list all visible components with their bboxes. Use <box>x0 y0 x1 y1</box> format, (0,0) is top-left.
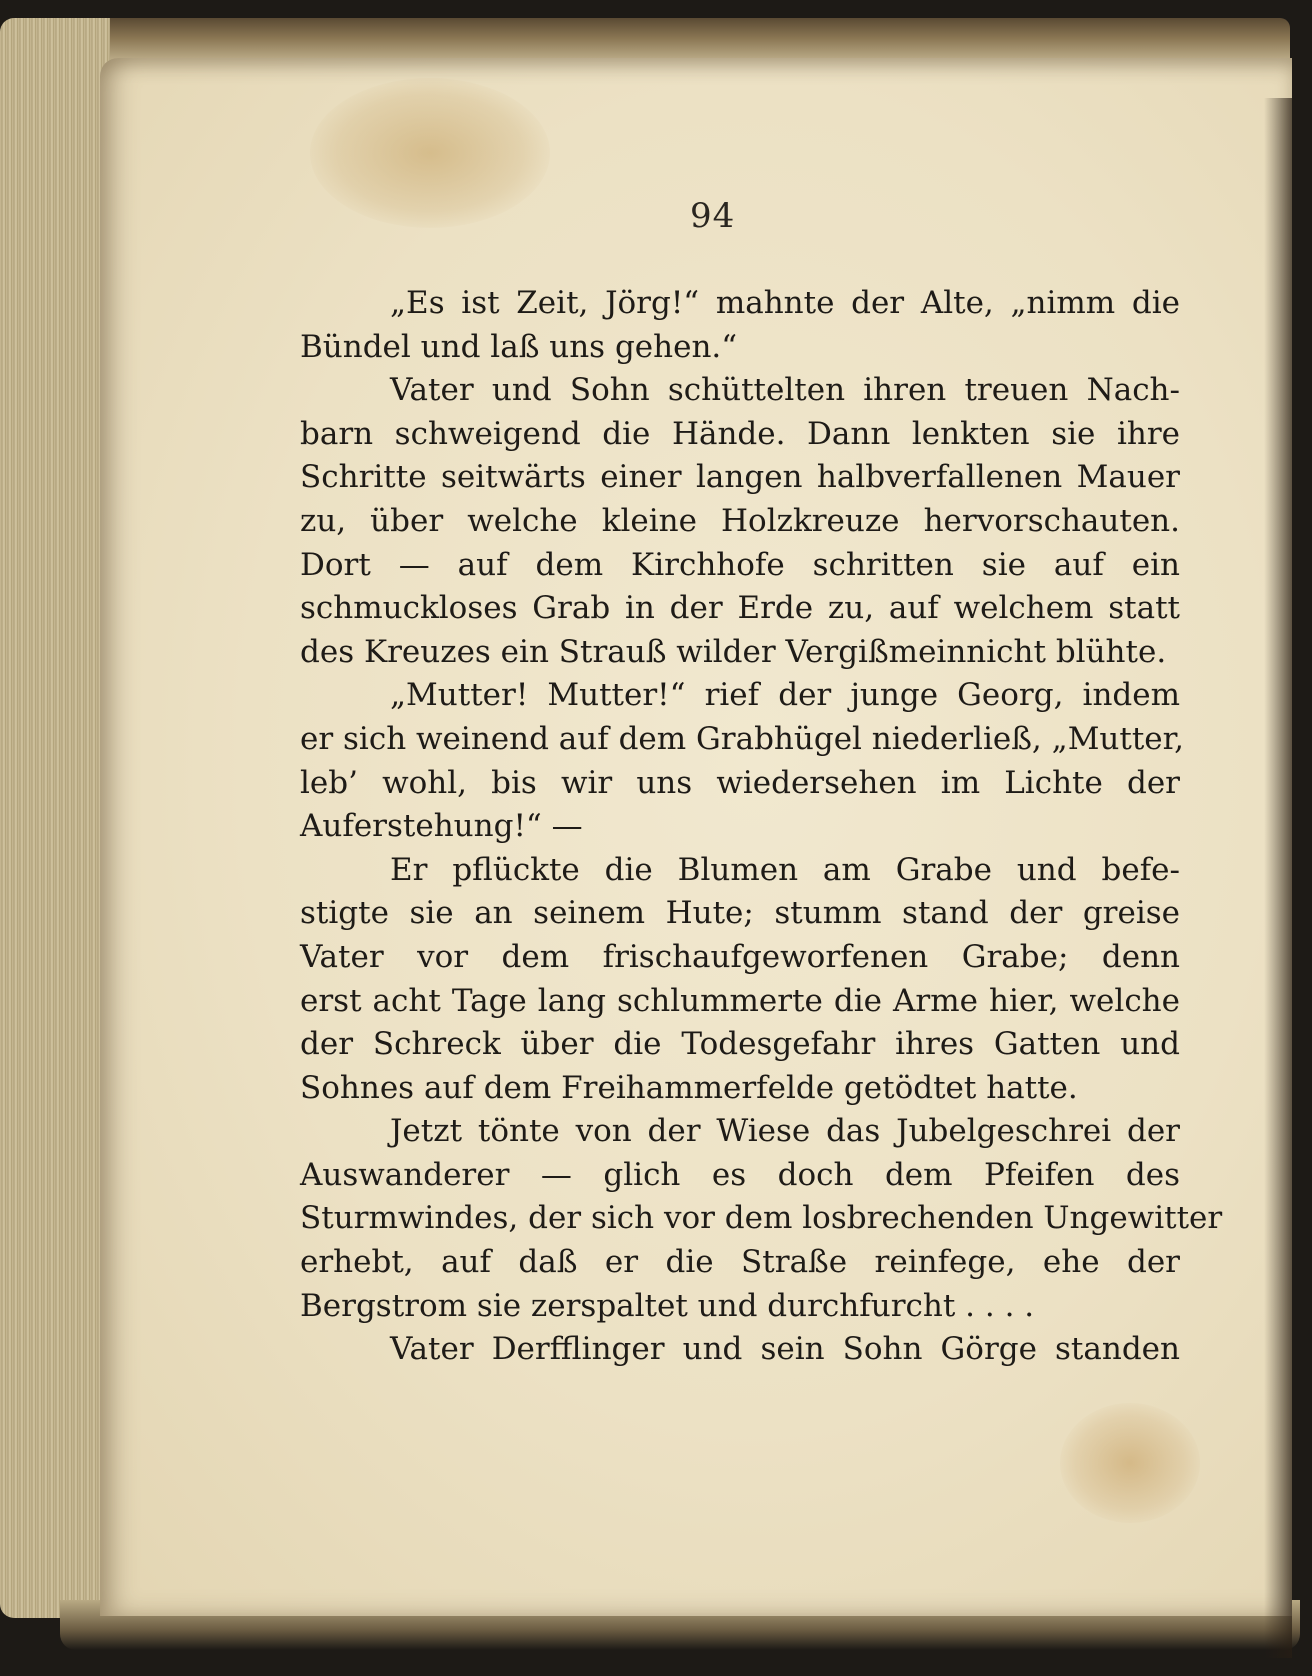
page-edges-left <box>0 18 110 1618</box>
text-line: des Kreuzes ein Strauß wilder Vergißmeinnicht blühte. <box>300 633 1167 670</box>
text-line: Bündel und laß uns gehen.“ <box>300 328 738 365</box>
text-line: Er pflückte die Blumen am Grabe und befe- <box>390 851 1180 888</box>
foxing-stain <box>1060 1403 1200 1523</box>
text-line: Vater Derfflinger und sein Sohn Görge standen <box>390 1331 1180 1368</box>
text-line: er sich weinend auf dem Grabhügel niederließ, „Mutter, <box>300 720 1184 757</box>
text-line: Jetzt tönte von der Wiese das Jubelgeschrei der <box>390 1113 1180 1150</box>
text-line: schmuckloses Grab in der Erde zu, auf welchem statt <box>300 590 1180 627</box>
text-line: barn schweigend die Hände. Dann lenkten sie ihre <box>300 415 1180 452</box>
spine-shadow <box>1264 98 1292 1658</box>
text-line: erst acht Tage lang schlummerte die Arme hier, welche <box>300 982 1180 1019</box>
text-line: Dort — auf dem Kirchhofe schritten sie auf ein <box>300 546 1180 583</box>
body-text <box>300 282 1223 1372</box>
text-line: leb’ wohl, bis wir uns wiedersehen im Lichte der <box>300 764 1180 801</box>
text-line: „Mutter! Mutter!“ rief der junge Georg, indem <box>390 677 1180 714</box>
text-line: erhebt, auf daß er die Straße reinfege, ehe der <box>300 1244 1180 1281</box>
text-line: der Schreck über die Todesgefahr ihres Gatten und <box>300 1026 1180 1063</box>
text-line: stigte sie an seinem Hute; stumm stand der greise <box>300 895 1180 932</box>
text-line: Sturmwindes, der sich vor dem losbrechenden Ungewitter <box>300 1200 1223 1237</box>
text-line: Auferstehung!“ — <box>300 808 583 845</box>
foxing-stain <box>310 78 550 228</box>
page-number: 94 <box>690 196 736 236</box>
text-line: zu, über welche kleine Holzkreuze hervorschauten. <box>300 502 1180 539</box>
text-line: Schritte seitwärts einer langen halbverfallenen Mauer <box>300 459 1180 496</box>
text-line: Bergstrom sie zerspaltet und durchfurcht . . . . <box>300 1287 1035 1324</box>
text-line: Sohnes auf dem Freihammerfelde getödtet hatte. <box>300 1069 1078 1106</box>
text-line: „Es ist Zeit, Jörg!“ mahnte der Alte, „nimm die <box>390 285 1180 321</box>
text-line: Vater vor dem frischaufgeworfenen Grabe; denn <box>300 938 1180 975</box>
text-line: Auswanderer — glich es doch dem Pfeifen des <box>300 1156 1180 1193</box>
text-line: Vater und Sohn schüttelten ihren treuen Nach- <box>390 372 1180 409</box>
